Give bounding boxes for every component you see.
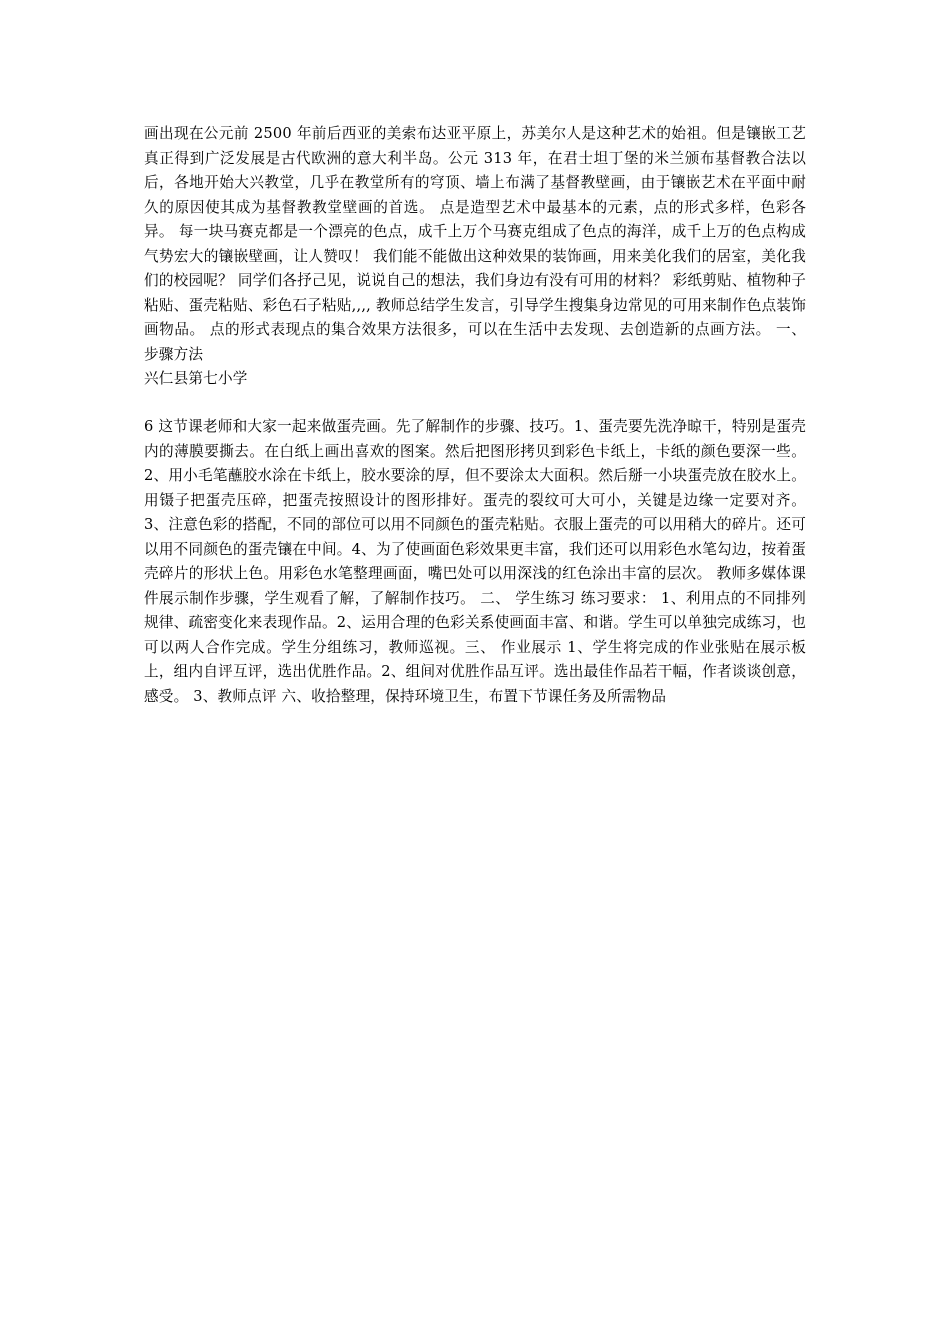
- school-name-line: 兴仁县第七小学: [144, 370, 248, 387]
- paragraph-2: 6 这节课老师和大家一起来做蛋壳画。先了解制作的步骤、技巧。1、蛋壳要先洗净晾干，特别是蛋壳内的薄膜要撕去。在白纸上画出喜欢的图案。然后把图形拷贝到彩色卡纸上，卡纸的颜色要深一些。 2、用小毛笔蘸胶水涂在卡纸上，胶水要涂的厚，但不要涂太大面积。然后掰一小块蛋壳放在胶水上。用镊子把蛋壳压碎，把蛋壳按照设计的图形排好。蛋壳的裂纹可大可小，关键是边缘一定要对齐。 3、注意色彩的搭配，不同的部位可以用不同颜色的蛋壳粘贴。衣服上蛋壳的可以用稍大的碎片。还可以用不同颜色的蛋壳镶在中间。4、为了使画面色彩效果更丰富，我们还可以用彩色水笔勾边，按着蛋壳碎片的形状上色。用彩色水笔整理画面，嘴巴处可以用深浅的红色涂出丰富的层次。 教师多媒体课件展示制作步骤，学生观看了解，了解制作技巧。 二、 学生练习 练习要求： 1、利用点的不同排列规律、疏密变化来表现作品。2、运用合理的色彩关系使画面丰富、和谐。学生可以单独完成练习，也可以两人合作完成。学生分组练习，教师巡视。三、 作业展示 1、学生将完成的作业张贴在展示板上，组内自评互评，选出优胜作品。2、组间对优胜作品互评。选出最佳作品若干幅，作者谈谈创意，感受。 3、教师点评 六、收拾整理，保持环境卫生，布置下节课任务及所需物品: [144, 418, 806, 705]
- body-text-block-2: [144, 415, 806, 709]
- paragraph-1: 画出现在公元前 2500 年前后西亚的美索布达亚平原上，苏美尔人是这种艺术的始祖。但是镶嵌工艺真正得到广泛发展是古代欧洲的意大利半岛。公元 313 年，在君士坦丁堡的米兰颁布基督教合法以后，各地开始大兴教堂，几乎在教堂所有的穹顶、墙上布满了基督教壁画，由于镶嵌艺术在平面中耐久的原因使其成为基督教教堂壁画的首选。 点是造型艺术中最基本的元素，点的形式多样，色彩各异。 每一块马赛克都是一个漂亮的色点，成千上万个马赛克组成了色点的海洋，成千上万的色点构成气势宏大的镶嵌壁画，让人赞叹！ 我们能不能做出这种效果的装饰画，用来美化我们的居室，美化我们的校园呢？ 同学们各抒己见，说说自己的想法，我们身边有没有可用的材料？ 彩纸剪贴、植物种子粘贴、蛋壳粘贴、彩色石子粘贴,,,, 教师总结学生发言，引导学生搜集身边常见的可用来制作色点装饰画物品。 点的形式表现点的集合效果方法很多，可以在生活中去发现、去创造新的点画方法。 一、 步骤方法: [144, 125, 806, 363]
- body-text-block-1: [144, 122, 806, 392]
